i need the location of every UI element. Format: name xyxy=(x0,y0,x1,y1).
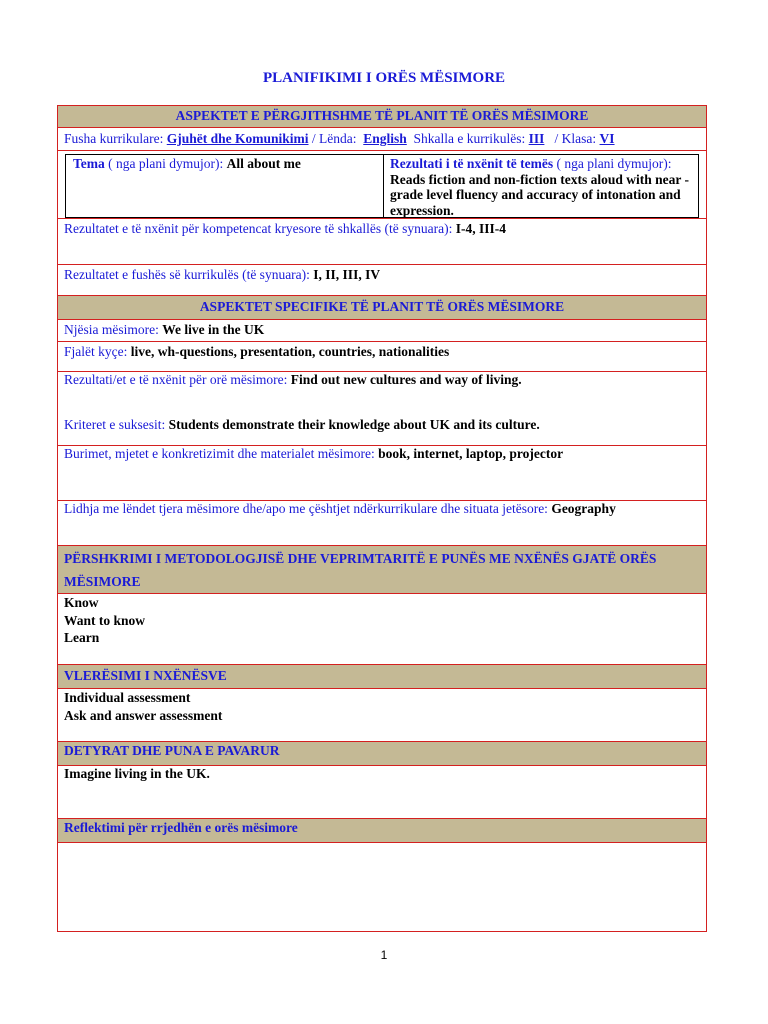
subject-value: English xyxy=(363,131,407,146)
curriculum-level-label: Shkalla e kurrikulës: xyxy=(413,131,526,146)
assessment-item: Individual assessment xyxy=(64,690,191,705)
general-aspects-header-text: ASPEKTET E PËRGJITHSHME TË PLANIT TË ORËS MËSIMORE xyxy=(175,108,589,123)
unit-row xyxy=(58,320,706,342)
unit-value: We live in the UK xyxy=(162,322,265,337)
lesson-plan-table xyxy=(57,105,707,932)
page-title: PLANIFIKIMI I ORËS MËSIMORE xyxy=(262,70,506,86)
resources-label: Burimet, mjetet e konkretizimit dhe materialet mësimore: xyxy=(64,446,379,461)
methodology-item: Want to know xyxy=(64,612,146,628)
unit-label: Njësia mësimore: xyxy=(64,322,163,337)
lesson-outcome-row xyxy=(58,372,706,446)
keywords-label: Fjalët kyçe: xyxy=(64,344,131,359)
curriculum-outcomes-value: I, II, III, IV xyxy=(313,267,381,282)
success-criteria-label: Kriteret e suksesit: xyxy=(64,417,169,432)
topic-inner-table xyxy=(65,154,699,218)
keywords-value: live, wh-questions, presentation, countries, nationalities xyxy=(130,344,450,359)
reflection-header xyxy=(58,819,706,843)
homework-header-text: DETYRAT DHE PUNA E PAVARUR xyxy=(64,743,280,758)
specific-aspects-header-text: ASPEKTET SPECIFIKE TË PLANIT TË ORËS MËSIMORE xyxy=(199,299,565,314)
methodology-item: Know xyxy=(64,595,99,610)
topic-label-note: ( nga plani dymujor): xyxy=(104,156,227,171)
subject-label: / Lënda: xyxy=(308,131,357,146)
general-aspects-header xyxy=(58,106,706,128)
key-competences-label: Rezultatet e të nxënit për kompetencat kryesore të shkallës (të synuara): xyxy=(64,221,456,236)
curriculum-level-value: III xyxy=(528,131,545,146)
keywords-row xyxy=(58,342,706,372)
curriculum-field-row xyxy=(58,128,706,151)
success-criteria-value: Students demonstrate their knowledge about UK and its culture. xyxy=(168,417,540,432)
assessment-item: Ask and answer assessment xyxy=(64,708,223,723)
methodology-item: Learn xyxy=(64,630,100,645)
lesson-outcome-value: Find out new cultures and way of living. xyxy=(290,372,522,387)
success-criteria-line xyxy=(64,417,540,433)
class-label: / Klasa: xyxy=(551,131,597,146)
methodology-header-text: PËRSHKRIMI I METODOLOGJISË DHE VEPRIMTARITË E PUNËS ME NXËNËS GJATË ORËS MËSIMORE xyxy=(64,551,657,589)
key-competences-row xyxy=(58,219,706,265)
specific-aspects-header xyxy=(58,296,706,320)
connections-row xyxy=(58,501,706,546)
topic-outcome-value: Reads fiction and non-fiction texts aloud with near - grade level fluency and accuracy of intonation and expression. xyxy=(390,171,690,218)
class-value: VI xyxy=(599,131,615,146)
topic-cell xyxy=(66,155,384,217)
key-competences-value: I-4, III-4 xyxy=(455,221,506,236)
methodology-content xyxy=(58,594,706,665)
curriculum-outcomes-row xyxy=(58,265,706,296)
lesson-outcome-label: Rezultati/et e të nxënit për orë mësimore: xyxy=(64,372,291,387)
homework-content xyxy=(58,766,706,819)
page-number: 1 xyxy=(380,948,388,962)
assessment-content xyxy=(58,689,706,742)
topic-value: All about me xyxy=(226,156,301,171)
topic-row xyxy=(58,151,706,219)
resources-row xyxy=(58,446,706,501)
lesson-outcome-line xyxy=(64,372,522,388)
methodology-header xyxy=(58,546,706,594)
homework-value: Imagine living in the UK. xyxy=(64,766,210,781)
topic-outcome-label: Rezultati i të nxënit të temës xyxy=(390,156,554,171)
resources-value: book, internet, laptop, projector xyxy=(378,446,564,461)
curriculum-outcomes-label: Rezultatet e fushës së kurrikulës (të synuara): xyxy=(64,267,314,282)
assessment-header-text: VLERËSIMI I NXËNËSVE xyxy=(64,668,227,683)
homework-header xyxy=(58,742,706,766)
reflection-content xyxy=(58,843,706,931)
reflection-header-text: Reflektimi për rrjedhën e orës mësimore xyxy=(64,820,298,835)
curriculum-field-value: Gjuhët dhe Komunikimi xyxy=(166,131,309,146)
connections-label: Lidhja me lëndet tjera mësimore dhe/apo me çështjet ndërkurrikulare dhe situata jetësore: xyxy=(64,501,552,516)
connections-value: Geography xyxy=(551,501,616,516)
topic-label: Tema xyxy=(73,156,105,171)
assessment-header xyxy=(58,665,706,689)
curriculum-field-label: Fusha kurrikulare: xyxy=(64,131,164,146)
topic-outcome-cell xyxy=(384,155,698,217)
topic-outcome-label-note: ( nga plani dymujor): xyxy=(553,156,672,171)
